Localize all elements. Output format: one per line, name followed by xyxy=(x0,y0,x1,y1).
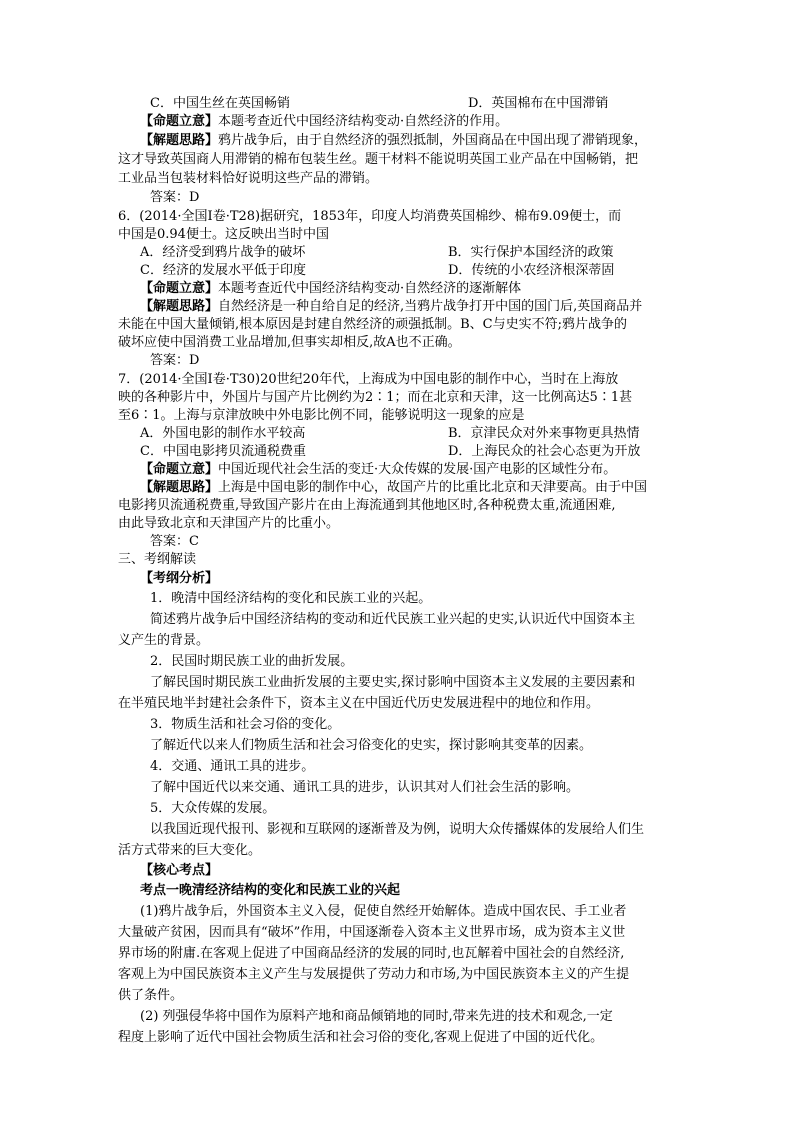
q7-jieti-text-1: 上海是中国电影的制作中心，故国产片的比重比北京和天津要高。由于中国 xyxy=(218,480,648,495)
q6-stem-line-2: 中国是0.94便士。这反映出当时中国 xyxy=(118,227,329,242)
section3-heading: 三、考纲解读 xyxy=(118,552,197,567)
q7-jieti-tag: 【解题思路】 xyxy=(140,480,219,495)
kaogang-item-1-title: 1．晚清中国经济结构的变化和民族工业的兴起。 xyxy=(150,591,432,606)
q6-jieti-tag: 【解题思路】 xyxy=(140,299,219,314)
q6-jieti-line-2: 未能在中国大量倾销,根本原因是封建自然经济的顽强抵制。B、C与史实不符;鸦片战争的 xyxy=(118,317,628,332)
q5-answer: 答案：D xyxy=(150,190,200,205)
q7-mingti-text: 中国近现代社会生活的变迁·大众传媒的发展·国产电影的区域性分布。 xyxy=(218,462,617,477)
q5-option-d: D．英国棉布在中国滞销 xyxy=(468,96,609,111)
q6-mingti-tag: 【命题立意】 xyxy=(140,281,219,296)
para1-line-5: 供了条件。 xyxy=(118,988,184,1003)
q7-mingti-line xyxy=(140,461,616,479)
q5-jieti-line-2: 这才导致英国商人用滞销的棉布包装生丝。题干材料不能说明英国工业产品在中国畅销，把 xyxy=(118,152,639,167)
kaogang-item-4-title: 4．交通、通讯工具的进步。 xyxy=(150,759,315,774)
para1-line-1: (1)鸦片战争后，外国资本主义入侵，促使自然经开始解体。造成中国农民、手工业者 xyxy=(140,904,627,919)
q6-jieti-text-1: 自然经济是一种自给自足的经济,当鸦片战争打开中国的国门后,英国商品并 xyxy=(218,299,643,314)
q5-option-c: C．中国生丝在英国畅销 xyxy=(150,96,290,111)
para1-line-3: 界市场的附庸.在客观上促进了中国商品经济的发展的同时,也瓦解着中国社会的自然经济, xyxy=(118,946,625,961)
kaogang-item-2-line-2: 在半殖民地半封建社会条件下，资本主义在中国近代历史发展进程中的地位和作用。 xyxy=(118,696,600,711)
q5-jieti-line-1 xyxy=(140,132,647,150)
q7-option-c: C．中国电影拷贝流通税费重 xyxy=(140,444,306,459)
q7-option-b: B．京津民众对外来事物更具热情 xyxy=(448,426,640,441)
q6-option-a: A．经济受到鸦片战争的破坏 xyxy=(140,245,306,260)
kaogang-item-4-line-1: 了解中国近代以来交通、通讯工具的进步，认识其对人们社会生活的影响。 xyxy=(150,780,580,795)
q6-option-c: C．经济的发展水平低于印度 xyxy=(140,263,306,278)
kaogang-item-5-title: 5．大众传媒的发展。 xyxy=(150,801,276,816)
q5-mingti-line xyxy=(140,113,508,131)
q5-jieti-line-3: 工业品当包装材料恰好说明这些产品的滞销。 xyxy=(118,171,379,186)
para2-line-2: 程度上影响了近代中国社会物质生活和社会习俗的变化,客观上促进了中国的近代化。 xyxy=(118,1030,604,1045)
q7-mingti-tag: 【命题立意】 xyxy=(140,462,219,477)
q7-option-d: D．上海民众的社会心态更为开放 xyxy=(448,444,641,459)
kaogang-item-1-line-1: 简述鸦片战争后中国经济结构的变动和近代民族工业兴起的史实,认识近代中国资本主 xyxy=(150,612,636,627)
q6-answer: 答案：D xyxy=(150,353,200,368)
q6-mingti-text: 本题考查近代中国经济结构变动·自然经济的逐渐解体 xyxy=(218,281,522,296)
kaogang-item-1-line-2: 义产生的背景。 xyxy=(118,633,210,648)
para1-line-2: 大量破产贫困，因而具有“破坏”作用，中国逐渐卷入资本主义世界市场，成为资本主义世 xyxy=(118,925,626,940)
q7-jieti-line-3: 由此导致北京和天津国产片的比重小。 xyxy=(118,516,340,531)
kaogang-item-5-line-1: 以我国近现代报刊、影视和互联网的逐渐普及为例，说明大众传播媒体的发展给人们生 xyxy=(150,822,645,837)
kaogang-item-2-title: 2．民国时期民族工业的曲折发展。 xyxy=(150,654,354,669)
q6-stem-line-1: 6．(2014·全国Ⅰ卷·T28)据研究，1853年，印度人均消费英国棉纱、棉布9.09便士，而 xyxy=(118,209,622,224)
kaogang-tag: 【考纲分析】 xyxy=(140,571,219,586)
kaogang-item-3-title: 3．物质生活和社会习俗的变化。 xyxy=(150,717,341,732)
para2-line-1: (2) 列强侵华将中国作为原料产地和商品倾销地的同时,带来先进的技术和观念,一定 xyxy=(140,1009,613,1024)
kaogang-item-5-line-2: 活方式带来的巨大变化。 xyxy=(118,843,262,858)
q6-mingti-line xyxy=(140,280,521,298)
q7-jieti-line-1 xyxy=(140,479,647,497)
kaodian-title: 考点一晚清经济结构的变化和民族工业的兴起 xyxy=(140,883,401,898)
q7-answer: 答案：C xyxy=(150,534,199,549)
kaogang-item-3-line-1: 了解近代以来人们物质生活和社会习俗变化的史实，探讨影响其变革的因素。 xyxy=(150,738,593,753)
kaogang-item-2-line-1: 了解民国时期民族工业曲折发展的主要史实,探讨影响中国资本主义发展的主要因素和 xyxy=(150,675,636,690)
q6-option-d: D．传统的小农经济根深蒂固 xyxy=(448,263,615,278)
q7-stem-line-1: 7．(2014·全国Ⅰ卷·T30)20世纪20年代，上海成为中国电影的制作中心，当时在上海放 xyxy=(118,372,619,387)
para1-line-4: 客观上为中国民族资本主义产生与发展提供了劳动力和市场,为中国民族资本主义的产生提 xyxy=(118,967,630,982)
q5-mingti-text: 本题考查近代中国经济结构变动·自然经济的作用。 xyxy=(218,114,509,129)
q7-stem-line-3: 至6∶1。上海与京津放映中外电影比例不同，能够说明这一现象的应是 xyxy=(118,408,525,423)
q5-jieti-tag: 【解题思路】 xyxy=(140,133,219,148)
q7-jieti-line-2: 电影拷贝流通税费重,导致国产影片在由上海流通到其他地区时,各种税费太重,流通困难, xyxy=(118,498,616,513)
hexin-tag: 【核心考点】 xyxy=(140,863,219,878)
q6-jieti-line-3: 破坏应使中国消费工业品增加,但事实却相反,故A也不正确。 xyxy=(118,335,461,350)
q6-jieti-line-1 xyxy=(140,298,642,316)
q7-stem-line-2: 映的各种影片中，外国片与国产片比例约为2∶1；而在北京和天津，这一比例高达5∶1甚 xyxy=(118,390,633,405)
q5-jieti-text-1: 鸦片战争后，由于自然经济的强烈抵制，外国商品在中国出现了滞销现象， xyxy=(218,133,648,148)
q7-option-a: A．外国电影的制作水平较高 xyxy=(140,426,306,441)
q6-option-b: B．实行保护本国经济的政策 xyxy=(448,245,614,260)
q5-mingti-tag: 【命题立意】 xyxy=(140,114,219,129)
